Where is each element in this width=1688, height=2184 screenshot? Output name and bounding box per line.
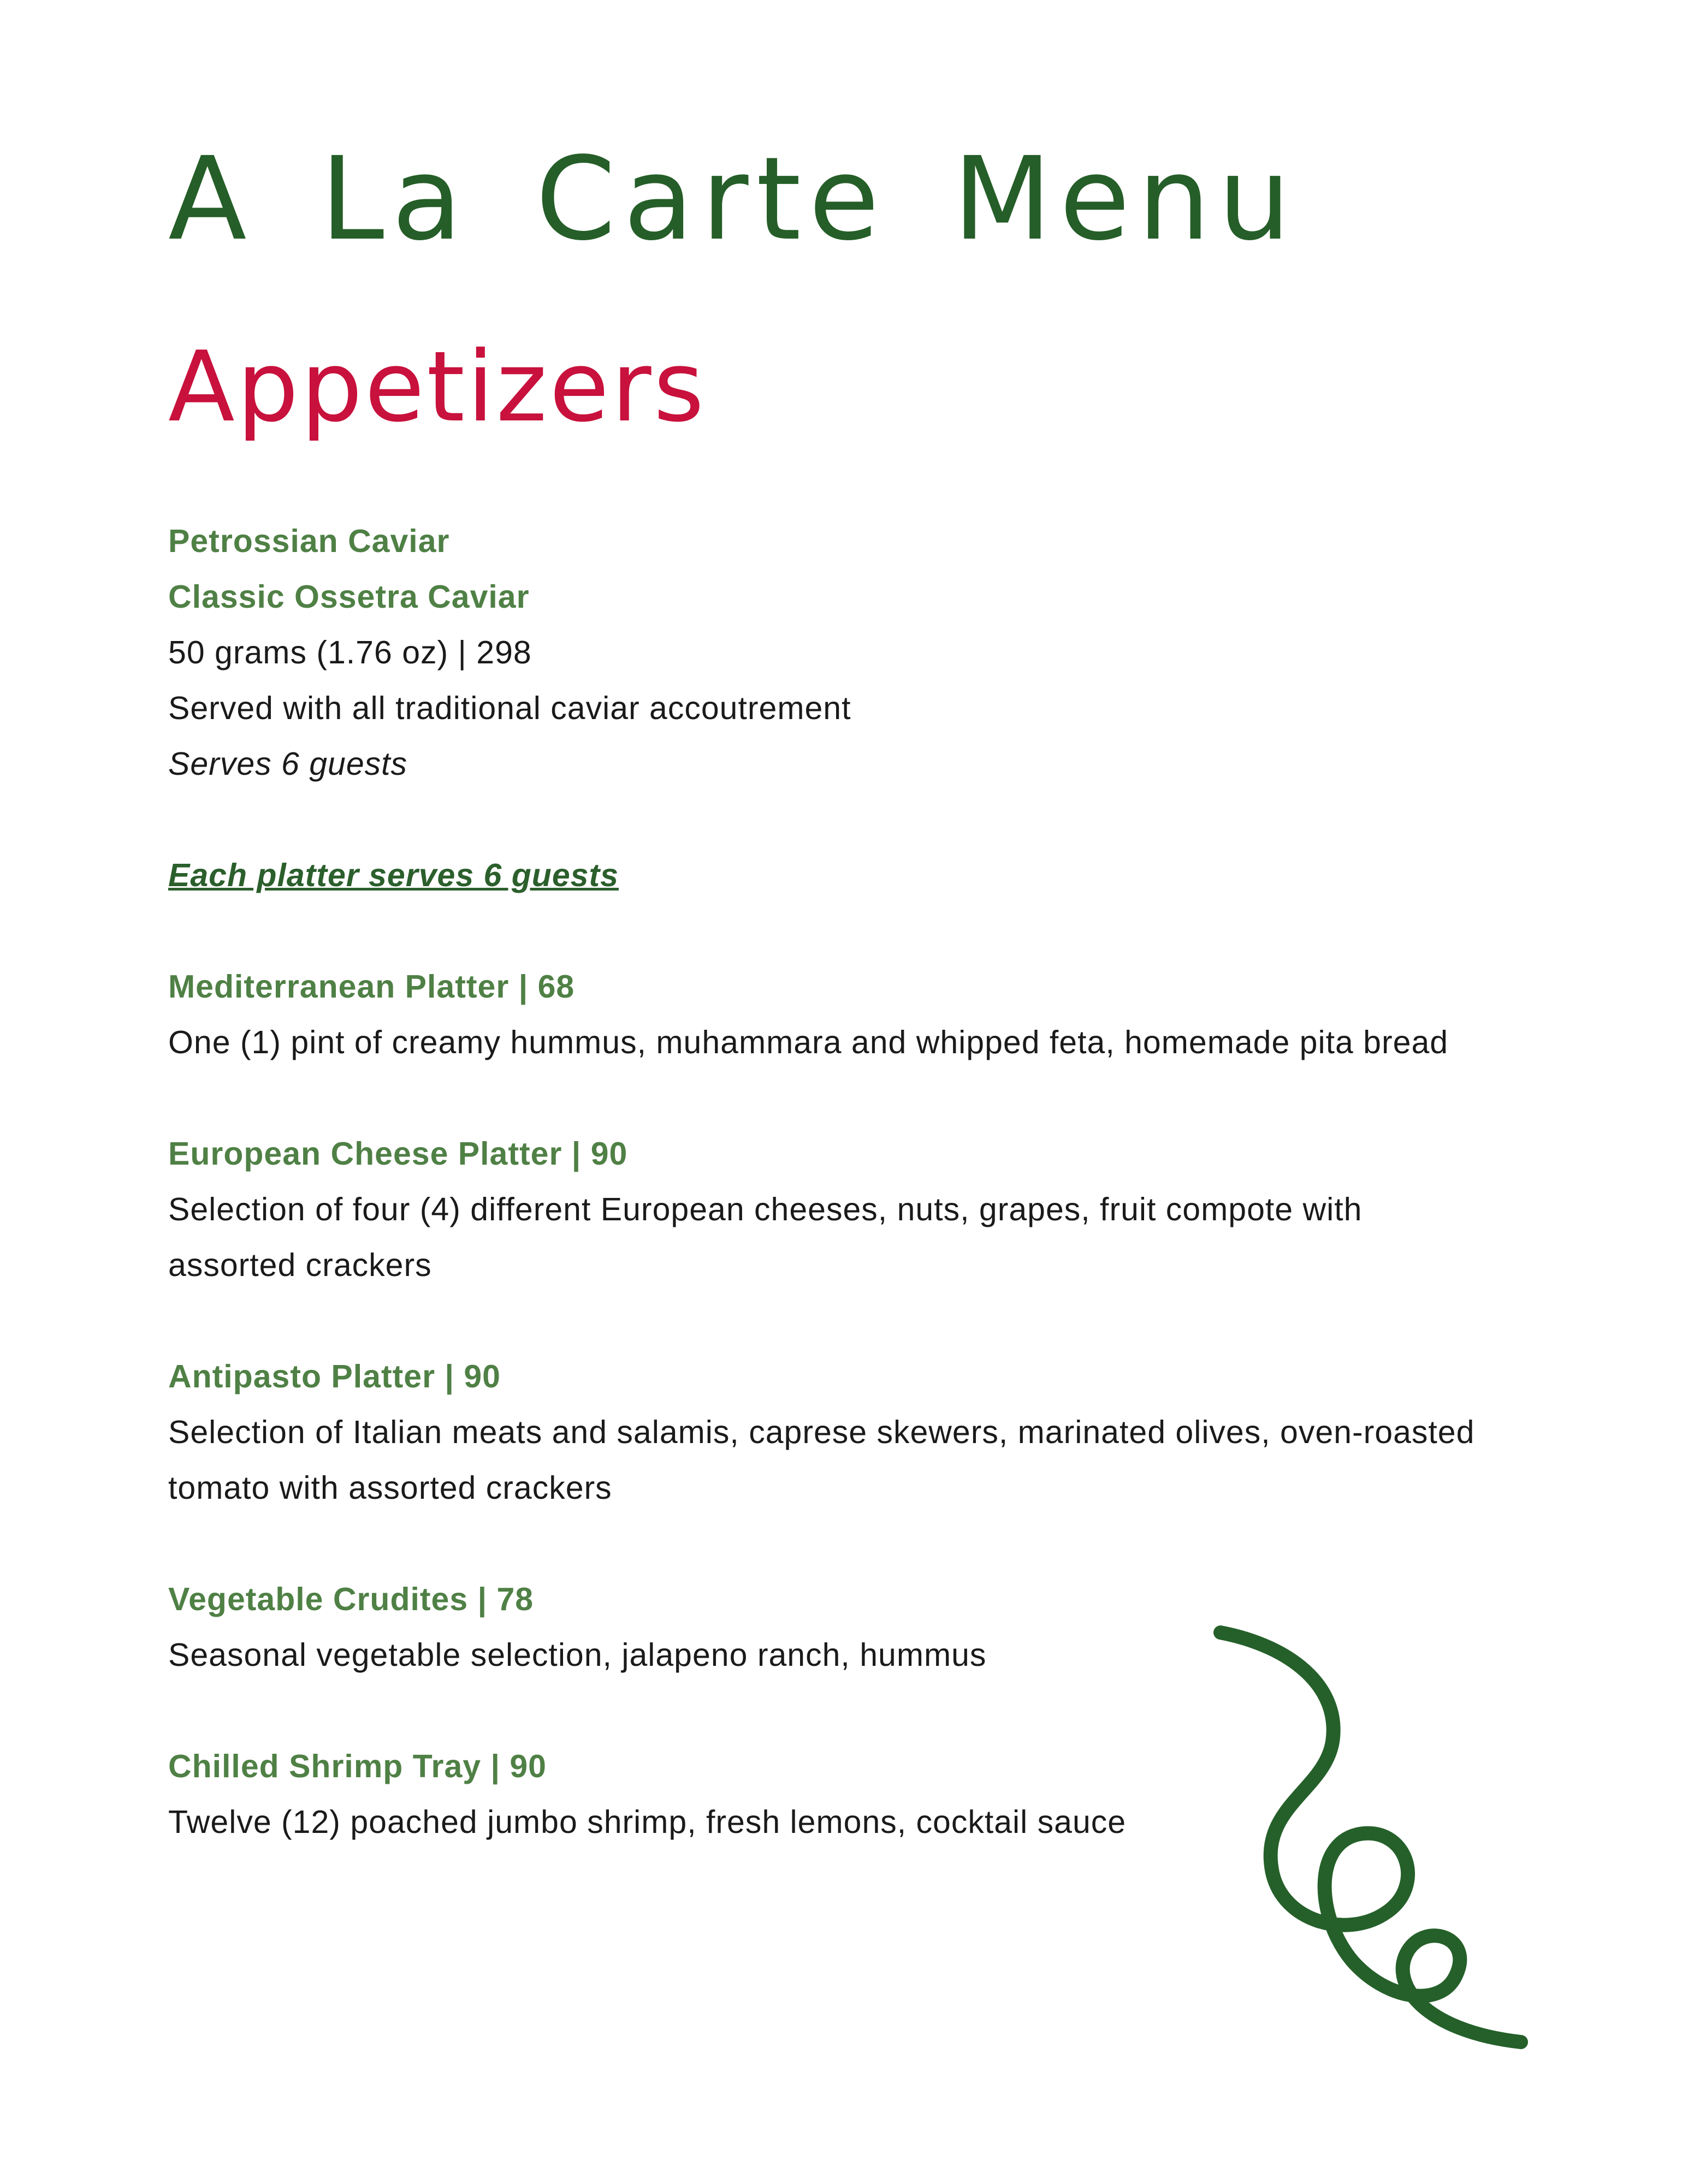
- green-squiggle-icon: [1199, 1616, 1537, 2064]
- caviar-name: Classic Ossetra Caviar: [168, 579, 530, 615]
- caviar-size-price: 50 grams (1.76 oz) | 298: [168, 634, 532, 670]
- menu-item-name: Antipasto Platter | 90: [168, 1358, 501, 1394]
- page-title: A La Carte Menu: [168, 132, 1299, 266]
- spacer: [168, 1070, 1479, 1126]
- platter-note: Each platter serves 6 guests: [168, 857, 619, 893]
- menu-item-description: Seasonal vegetable selection, jalapeno ranch, hummus: [168, 1637, 987, 1673]
- spacer: [168, 792, 1479, 847]
- menu-item-description: Selection of Italian meats and salamis, caprese skewers, marinated olives, oven-roasted tomato with assorted crackers: [168, 1414, 1475, 1506]
- menu-item-description: Selection of four (4) different European cheeses, nuts, grapes, fruit compote with assorted crackers: [168, 1191, 1363, 1283]
- caviar-block: [168, 513, 1479, 792]
- menu-item-mediterranean: [168, 959, 1479, 1070]
- caviar-description: Served with all traditional caviar accoutrement: [168, 690, 851, 726]
- menu-item-name: Vegetable Crudites | 78: [168, 1581, 534, 1617]
- menu-item-name: Chilled Shrimp Tray | 90: [168, 1748, 547, 1784]
- spacer: [168, 903, 1479, 959]
- menu-item-antipasto: [168, 1349, 1479, 1516]
- menu-item-name: Mediterranean Platter | 68: [168, 969, 575, 1005]
- menu-item-description: One (1) pint of creamy hummus, muhammara and whipped feta, homemade pita bread: [168, 1024, 1449, 1060]
- menu-item-european-cheese: [168, 1126, 1479, 1293]
- menu-item-description: Twelve (12) poached jumbo shrimp, fresh lemons, cocktail sauce: [168, 1804, 1127, 1840]
- caviar-brand: Petrossian Caviar: [168, 523, 450, 559]
- menu-item-name: European Cheese Platter | 90: [168, 1136, 628, 1172]
- caviar-serves: Serves 6 guests: [168, 746, 408, 782]
- spacer: [168, 1516, 1479, 1571]
- section-title-appetizers: Appetizers: [168, 330, 707, 443]
- spacer: [168, 1293, 1479, 1349]
